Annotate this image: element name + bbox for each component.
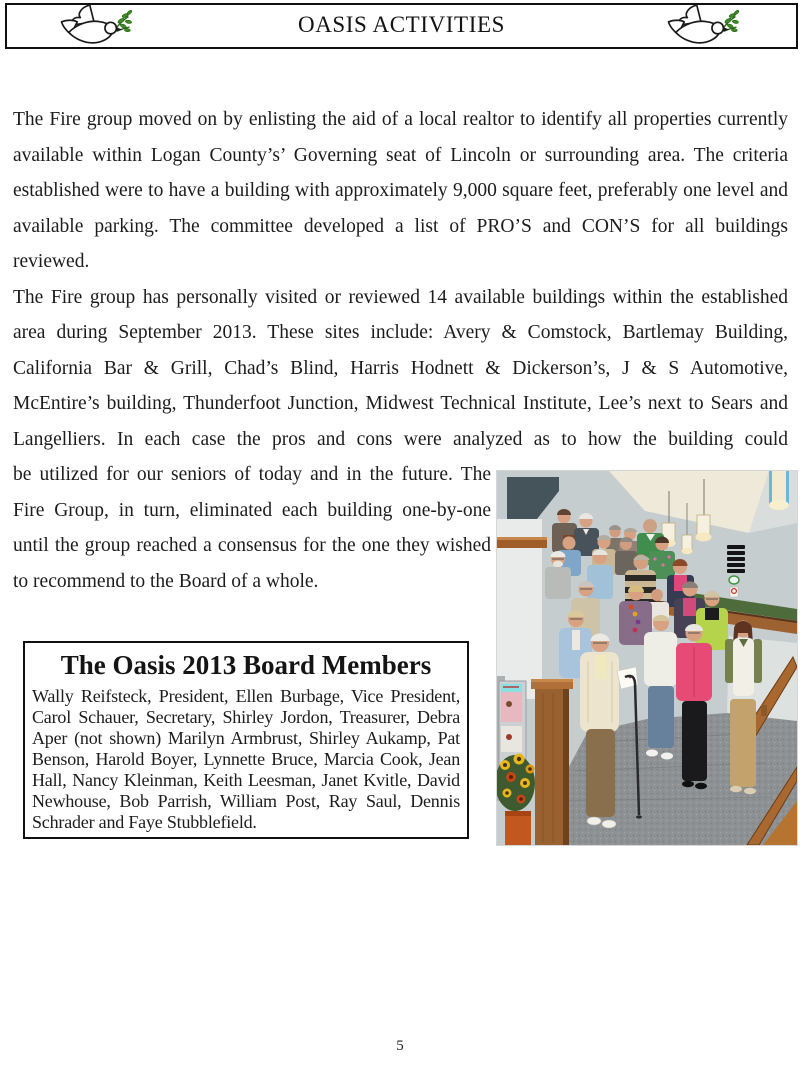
paragraph-buildings-reviewed: The Fire group has personally visited or reviewed 14 available buildings within the established area during September 2013. These sites include: Avery & Comstock, Bartlemay Building, California Bar & Grill, Chad’s Blind, Harris Hodnett & Dickerson’s, J & S Automotive, McEntire’s building, Thunderfoot Junction, Midwest Technical Institute, Lee’s next to Sears and Langelliers. In each case the pros and cons were analyzed as to how the building could (13, 286, 788, 450)
header-banner (5, 3, 798, 49)
group-photo (497, 471, 797, 845)
wood-post (531, 679, 573, 845)
paragraph-wrap-beside-photo: be utilized for our seniors of today and in the future. The Fire Group, in turn, eliminated each building one-by-one until the group reached a consensus for the one they wished to recommend to the Board of a whole. (13, 464, 491, 592)
page-title: OASIS ACTIVITIES (297, 12, 506, 37)
paragraph-fire-group-criteria: The Fire group moved on by enlisting the aid of a local realtor to identify all properties currently available within Logan County’s’ Governing seat of Lincoln or surrounding area. The criteria established were to have a building with approximately 9,000 square feet, preferably one level and available parking. The committee developed a list of PRO’S and CON’S for all buildings reviewed. (13, 109, 788, 272)
board-box-title: The Oasis 2013 Board Members (60, 650, 432, 680)
board-members-box (23, 641, 469, 839)
board-members-list: Wally Reifsteck, President, Ellen Burbage, Vice President, Carol Schauer, Secretary, Shirley Jordon, Treasurer, Debra Aper (not shown) Marilyn Armbrust, Shirley Aukamp, Pat Benson, Harold Boyer, Lynnette Bruce, Marcia Cook, Jean Hall, Nancy Kleinman, Keith Leesman, Janet Kvitle, David Newhouse, Bob Parrish, William Post, Ray Saul, Dennis Schrader and Faye Stubblefield. (32, 686, 460, 832)
page-number: 5 (396, 1038, 404, 1054)
dove-olive-branch-icon (660, 3, 744, 49)
